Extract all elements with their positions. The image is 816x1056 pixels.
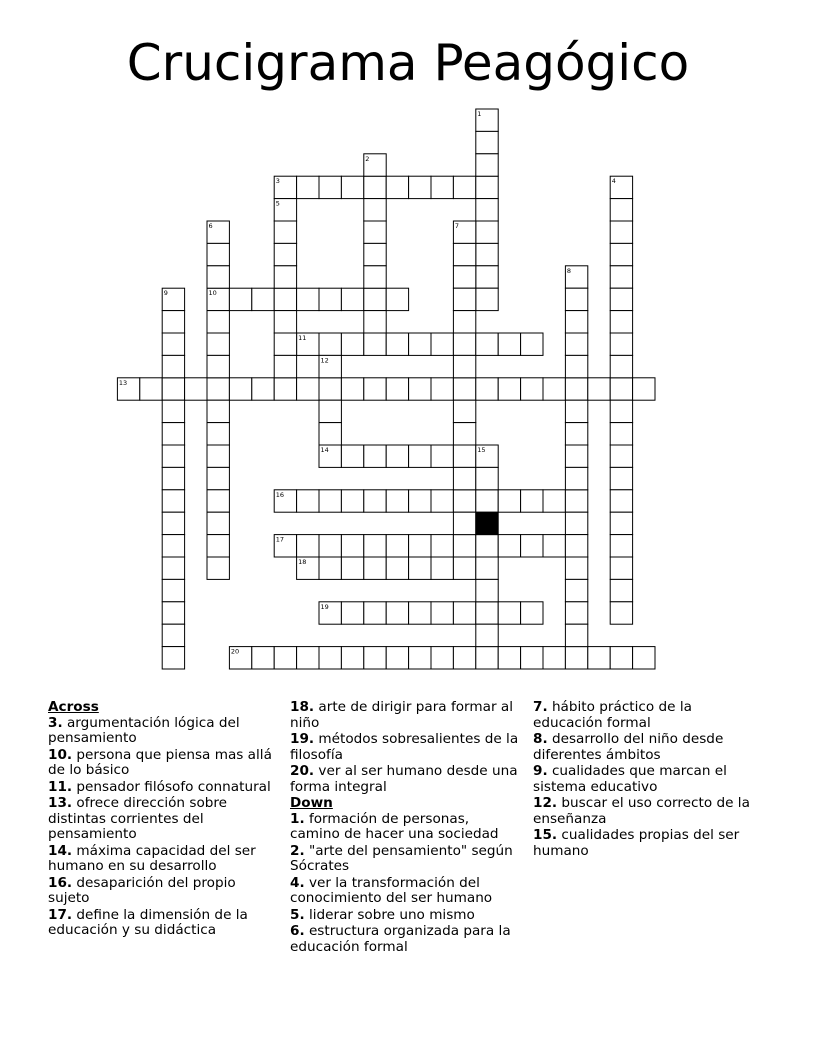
grid-cell[interactable] [610, 602, 632, 624]
clue-number: 20. [290, 763, 315, 779]
grid-cell[interactable] [610, 311, 632, 333]
clue-text: ofrece dirección sobre distintas corrientes del pensamiento [48, 795, 228, 842]
grid-cell[interactable] [297, 176, 319, 198]
clue-number-12: 12 [320, 356, 329, 365]
clue-number-9: 9 [163, 289, 168, 298]
grid-cell[interactable] [341, 535, 363, 557]
grid-cell[interactable] [498, 378, 520, 400]
across-clue-3 [48, 716, 280, 747]
grid-cell[interactable] [386, 557, 408, 579]
across-clue-17 [48, 908, 280, 939]
clue-number-19: 19 [320, 602, 329, 611]
grid-cell[interactable] [207, 490, 229, 512]
grid-cell[interactable] [319, 490, 341, 512]
grid-cell[interactable] [162, 445, 184, 467]
grid-cell[interactable] [229, 378, 251, 400]
grid-cell[interactable] [610, 445, 632, 467]
grid-cell[interactable] [341, 333, 363, 355]
clue-text: "arte del pensamiento" según Sócrates [290, 842, 513, 874]
grid-cell[interactable] [409, 647, 431, 669]
grid-cell[interactable] [476, 333, 498, 355]
grid-cell[interactable] [364, 535, 386, 557]
grid-cell[interactable] [453, 423, 475, 445]
grid-cell[interactable] [453, 378, 475, 400]
grid-cell[interactable] [453, 490, 475, 512]
clue-text: ver la transformación del conocimiento del ser humano [290, 874, 493, 906]
grid-cell[interactable] [453, 355, 475, 377]
grid-cell[interactable] [297, 288, 319, 310]
grid-cell[interactable] [498, 535, 520, 557]
grid-cell[interactable] [364, 311, 386, 333]
grid-cell[interactable] [453, 288, 475, 310]
clue-text: buscar el uso correcto de la enseñanza [533, 795, 750, 827]
grid-cell[interactable] [610, 355, 632, 377]
grid-cell[interactable] [610, 333, 632, 355]
down-clue-9 [533, 764, 765, 795]
grid-cell[interactable] [386, 333, 408, 355]
grid-cell[interactable] [274, 311, 296, 333]
down-clue-5 [290, 908, 522, 924]
grid-cell[interactable] [162, 467, 184, 489]
clue-text: pensador filósofo connatural [72, 778, 271, 795]
grid-cell[interactable] [207, 535, 229, 557]
grid-cell[interactable] [476, 602, 498, 624]
grid-cell[interactable] [610, 512, 632, 534]
across-clue-10 [48, 748, 280, 779]
grid-cell[interactable] [633, 378, 655, 400]
across-clue-16 [48, 876, 280, 907]
grid-cell[interactable] [453, 266, 475, 288]
across-heading: Across [48, 699, 99, 715]
down-clue-12 [533, 796, 765, 827]
across-clue-list [48, 716, 280, 939]
grid-cell[interactable] [498, 333, 520, 355]
grid-cell[interactable] [319, 423, 341, 445]
down-clue-15 [533, 828, 765, 859]
clue-text: cualidades que marcan el sistema educativo [533, 763, 727, 795]
clue-number: 14. [48, 842, 73, 859]
grid-cell[interactable] [409, 490, 431, 512]
grid-cell[interactable] [453, 602, 475, 624]
clue-number-14: 14 [320, 446, 329, 454]
clues-column-3 [533, 700, 765, 860]
clue-text: desaparición del propio sujeto [48, 874, 236, 906]
grid-cell[interactable] [476, 199, 498, 221]
clue-text: define la dimensión de la educación y su didáctica [48, 906, 248, 938]
grid-cell[interactable] [565, 602, 587, 624]
grid-cell[interactable] [565, 288, 587, 310]
grid-cell[interactable] [476, 131, 498, 153]
clue-number: 3. [48, 714, 63, 731]
grid-cell[interactable] [364, 266, 386, 288]
grid-cell[interactable] [341, 602, 363, 624]
clue-number: 6. [290, 923, 305, 939]
clue-text: máxima capacidad del ser humano en su desarrollo [48, 842, 256, 874]
grid-cell[interactable] [364, 176, 386, 198]
clue-number: 10. [48, 746, 73, 763]
grid-cell[interactable] [297, 647, 319, 669]
grid-cell[interactable] [543, 647, 565, 669]
clue-text: hábito práctico de la educación formal [533, 699, 692, 731]
grid-cell[interactable] [565, 557, 587, 579]
grid-cell[interactable] [341, 445, 363, 467]
grid-cell[interactable] [386, 647, 408, 669]
clue-number: 8. [533, 731, 548, 747]
clue-number-17: 17 [275, 535, 284, 544]
grid-cell[interactable] [207, 557, 229, 579]
grid-cell[interactable] [364, 445, 386, 467]
grid-cell[interactable] [453, 647, 475, 669]
grid-cell[interactable] [341, 647, 363, 669]
clue-number: 12. [533, 795, 558, 811]
across-clue-13 [48, 796, 280, 843]
grid-cell[interactable] [453, 557, 475, 579]
clue-text: persona que piensa mas allá de lo básico [48, 746, 272, 778]
grid-cell[interactable] [610, 288, 632, 310]
clue-number-15: 15 [477, 446, 486, 454]
clue-number: 18. [290, 699, 315, 715]
grid-cell[interactable] [409, 445, 431, 467]
grid-cell[interactable] [319, 176, 341, 198]
across-clue-20 [290, 764, 522, 795]
grid-cell[interactable] [207, 512, 229, 534]
grid-cell[interactable] [364, 221, 386, 243]
grid-cell[interactable] [364, 557, 386, 579]
grid-cell[interactable] [543, 535, 565, 557]
grid-cell[interactable] [565, 378, 587, 400]
grid-cell[interactable] [453, 467, 475, 489]
grid-cell[interactable] [252, 647, 274, 669]
grid-cell[interactable] [476, 557, 498, 579]
grid-cell[interactable] [453, 512, 475, 534]
grid-cell[interactable] [610, 490, 632, 512]
clue-text: cualidades propias del ser humano [533, 827, 740, 859]
grid-cell[interactable] [162, 490, 184, 512]
grid-cell[interactable] [274, 647, 296, 669]
down-clue-7 [533, 700, 765, 731]
across-clue-14 [48, 844, 280, 875]
down-clue-list-continued [533, 700, 765, 859]
grid-cell[interactable] [476, 154, 498, 176]
clue-number-18: 18 [298, 558, 307, 566]
grid-cell[interactable] [207, 467, 229, 489]
grid-cell[interactable] [431, 333, 453, 355]
clues-column-1 [48, 700, 280, 940]
grid-cell[interactable] [476, 579, 498, 601]
grid-cell[interactable] [162, 579, 184, 601]
grid-cell[interactable] [386, 445, 408, 467]
grid-cell[interactable] [386, 378, 408, 400]
grid-cell[interactable] [162, 378, 184, 400]
grid-cell[interactable] [319, 535, 341, 557]
grid-cell[interactable] [565, 311, 587, 333]
grid-cell[interactable] [476, 535, 498, 557]
across-clue-18 [290, 700, 522, 731]
blocked-cell [476, 512, 498, 534]
grid-cell[interactable] [162, 355, 184, 377]
grid-cell[interactable] [297, 490, 319, 512]
grid-cell[interactable] [364, 199, 386, 221]
grid-cell[interactable] [274, 378, 296, 400]
down-clue-4 [290, 876, 522, 907]
grid-cell[interactable] [498, 602, 520, 624]
grid-cell[interactable] [341, 378, 363, 400]
grid-cell[interactable] [565, 624, 587, 646]
clue-number-6: 6 [208, 222, 213, 230]
clue-number: 11. [48, 778, 73, 795]
grid-cell[interactable] [319, 333, 341, 355]
grid-cell[interactable] [140, 378, 162, 400]
grid-cell[interactable] [521, 602, 543, 624]
clue-text: argumentación lógica del pensamiento [48, 714, 240, 746]
grid-cell[interactable] [319, 557, 341, 579]
clue-text: arte de dirigir para formar al niño [290, 699, 513, 731]
grid-cell[interactable] [341, 557, 363, 579]
grid-cell[interactable] [431, 557, 453, 579]
grid-cell[interactable] [453, 400, 475, 422]
grid-cell[interactable] [207, 355, 229, 377]
grid-cell[interactable] [207, 423, 229, 445]
grid-cell[interactable] [476, 467, 498, 489]
down-clue-6 [290, 924, 522, 955]
grid-cell[interactable] [162, 311, 184, 333]
clue-number-4: 4 [611, 177, 616, 186]
grid-cell[interactable] [364, 490, 386, 512]
clues-column-2 [290, 700, 522, 956]
grid-cell[interactable] [319, 378, 341, 400]
clue-number-20: 20 [230, 647, 240, 656]
grid-cell[interactable] [610, 221, 632, 243]
clue-number: 13. [48, 795, 73, 811]
grid-cell[interactable] [409, 557, 431, 579]
clue-text: estructura organizada para la educación formal [290, 923, 511, 955]
down-heading: Down [290, 795, 333, 811]
grid-cell[interactable] [543, 490, 565, 512]
clue-number-2: 2 [365, 154, 370, 163]
grid-cell[interactable] [565, 333, 587, 355]
clue-number: 5. [290, 906, 305, 923]
grid-cell[interactable] [162, 557, 184, 579]
grid-cell[interactable] [453, 311, 475, 333]
clue-number: 17. [48, 906, 73, 923]
down-clue-1 [290, 812, 522, 843]
grid-cell[interactable] [274, 221, 296, 243]
grid-cell[interactable] [297, 535, 319, 557]
grid-cell[interactable] [610, 467, 632, 489]
grid-cell[interactable] [409, 333, 431, 355]
grid-cell[interactable] [319, 288, 341, 310]
down-clue-list [290, 812, 522, 956]
grid-cell[interactable] [431, 490, 453, 512]
grid-cell[interactable] [207, 311, 229, 333]
clue-text: liderar sobre uno mismo [304, 906, 475, 923]
grid-cell[interactable] [162, 400, 184, 422]
grid-cell[interactable] [476, 266, 498, 288]
grid-cell[interactable] [162, 647, 184, 669]
clue-number: 4. [290, 874, 305, 891]
grid-cell[interactable] [431, 647, 453, 669]
grid-cell[interactable] [162, 333, 184, 355]
grid-cell[interactable] [565, 467, 587, 489]
grid-cell[interactable] [341, 490, 363, 512]
grid-cell[interactable] [610, 378, 632, 400]
grid-cell[interactable] [364, 333, 386, 355]
down-clue-8 [533, 732, 765, 763]
grid-cell[interactable] [476, 624, 498, 646]
clue-number: 19. [290, 731, 315, 747]
clue-number-16: 16 [275, 490, 284, 499]
grid-cell[interactable] [364, 378, 386, 400]
grid-cell[interactable] [319, 647, 341, 669]
across-clue-11 [48, 780, 280, 796]
grid-cell[interactable] [610, 266, 632, 288]
grid-cell[interactable] [521, 535, 543, 557]
clue-text: métodos sobresalientes de la filosofía [290, 731, 519, 763]
grid-cell[interactable] [565, 579, 587, 601]
grid-cell[interactable] [274, 266, 296, 288]
grid-cell[interactable] [565, 445, 587, 467]
grid-cell[interactable] [341, 288, 363, 310]
grid-cell[interactable] [453, 333, 475, 355]
clue-number: 15. [533, 827, 558, 843]
grid-cell[interactable] [185, 378, 207, 400]
grid-cell[interactable] [610, 535, 632, 557]
grid-cell[interactable] [453, 445, 475, 467]
clue-number: 9. [533, 763, 548, 779]
grid-cell[interactable] [207, 400, 229, 422]
grid-cell[interactable] [431, 378, 453, 400]
grid-cell[interactable] [341, 176, 363, 198]
clue-number: 2. [290, 842, 305, 859]
clue-number-3: 3 [275, 177, 280, 186]
grid-cell[interactable] [409, 176, 431, 198]
grid-cell[interactable] [431, 176, 453, 198]
clue-text: desarrollo del niño desde diferentes ámbitos [533, 731, 724, 763]
grid-cell[interactable] [274, 243, 296, 265]
grid-cell[interactable] [364, 243, 386, 265]
grid-cell[interactable] [476, 176, 498, 198]
clue-number: 16. [48, 874, 73, 891]
grid-cell[interactable] [476, 221, 498, 243]
grid-cell[interactable] [565, 535, 587, 557]
grid-cell[interactable] [162, 512, 184, 534]
grid-cell[interactable] [565, 512, 587, 534]
grid-cell[interactable] [207, 333, 229, 355]
grid-cell[interactable] [409, 602, 431, 624]
grid-cell[interactable] [274, 288, 296, 310]
grid-cell[interactable] [453, 176, 475, 198]
grid-cell[interactable] [162, 624, 184, 646]
grid-cell[interactable] [610, 557, 632, 579]
grid-cell[interactable] [521, 333, 543, 355]
down-clue-2 [290, 844, 522, 875]
grid-cell[interactable] [364, 288, 386, 310]
grid-cell[interactable] [543, 378, 565, 400]
grid-cell[interactable] [476, 378, 498, 400]
grid-cell[interactable] [565, 423, 587, 445]
clue-text: formación de personas, camino de hacer una sociedad [290, 810, 499, 842]
grid-cell[interactable] [610, 579, 632, 601]
grid-cell[interactable] [364, 602, 386, 624]
grid-cell[interactable] [521, 490, 543, 512]
grid-cell[interactable] [252, 378, 274, 400]
across-clue-19 [290, 732, 522, 763]
grid-cell[interactable] [319, 400, 341, 422]
clue-number: 1. [290, 810, 305, 827]
grid-cell[interactable] [588, 378, 610, 400]
grid-cell[interactable] [162, 535, 184, 557]
grid-cell[interactable] [476, 490, 498, 512]
page-title: Crucigrama Peagógico [126, 34, 690, 92]
grid-cell[interactable] [386, 288, 408, 310]
grid-cell[interactable] [565, 490, 587, 512]
grid-cell[interactable] [521, 647, 543, 669]
grid-cell[interactable] [409, 535, 431, 557]
grid-cell[interactable] [521, 378, 543, 400]
grid-cell[interactable] [162, 602, 184, 624]
grid-cell[interactable] [274, 333, 296, 355]
across-clue-list-continued [290, 700, 522, 795]
grid-cell[interactable] [610, 423, 632, 445]
grid-cell[interactable] [386, 490, 408, 512]
grid-cell[interactable] [610, 243, 632, 265]
grid-cell[interactable] [409, 378, 431, 400]
grid-cell[interactable] [453, 243, 475, 265]
grid-cell[interactable] [476, 243, 498, 265]
grid-cell[interactable] [229, 288, 251, 310]
grid-cell[interactable] [207, 378, 229, 400]
grid-cell[interactable] [610, 400, 632, 422]
clue-number-7: 7 [454, 222, 460, 230]
grid-cell[interactable] [588, 647, 610, 669]
grid-cell[interactable] [252, 288, 274, 310]
grid-cell[interactable] [207, 266, 229, 288]
grid-cell[interactable] [476, 288, 498, 310]
grid-cell[interactable] [431, 602, 453, 624]
grid-cell[interactable] [565, 400, 587, 422]
grid-cell[interactable] [431, 535, 453, 557]
clue-number-13: 13 [118, 378, 128, 387]
clue-number: 7. [533, 699, 548, 715]
grid-cell[interactable] [207, 445, 229, 467]
grid-cell[interactable] [633, 647, 655, 669]
grid-cell[interactable] [297, 378, 319, 400]
grid-cell[interactable] [498, 490, 520, 512]
clue-number-11: 11 [298, 334, 307, 342]
clue-number-8: 8 [566, 266, 572, 275]
grid-cell[interactable] [274, 355, 296, 377]
grid-cell[interactable] [162, 423, 184, 445]
grid-cell[interactable] [453, 535, 475, 557]
grid-cell[interactable] [498, 647, 520, 669]
clue-number-10: 10 [208, 289, 217, 298]
grid-cell[interactable] [476, 647, 498, 669]
grid-cell[interactable] [565, 355, 587, 377]
clue-number-5: 5 [275, 199, 280, 208]
grid-cell[interactable] [364, 647, 386, 669]
grid-cell[interactable] [207, 243, 229, 265]
grid-cell[interactable] [610, 647, 632, 669]
clue-number-1: 1 [477, 110, 482, 118]
grid-cell[interactable] [386, 535, 408, 557]
grid-cell[interactable] [431, 445, 453, 467]
grid-cell[interactable] [610, 199, 632, 221]
grid-cell[interactable] [386, 602, 408, 624]
grid-cell[interactable] [386, 176, 408, 198]
grid-cell[interactable] [565, 647, 587, 669]
clue-text: ver al ser humano desde una forma integral [290, 763, 518, 795]
